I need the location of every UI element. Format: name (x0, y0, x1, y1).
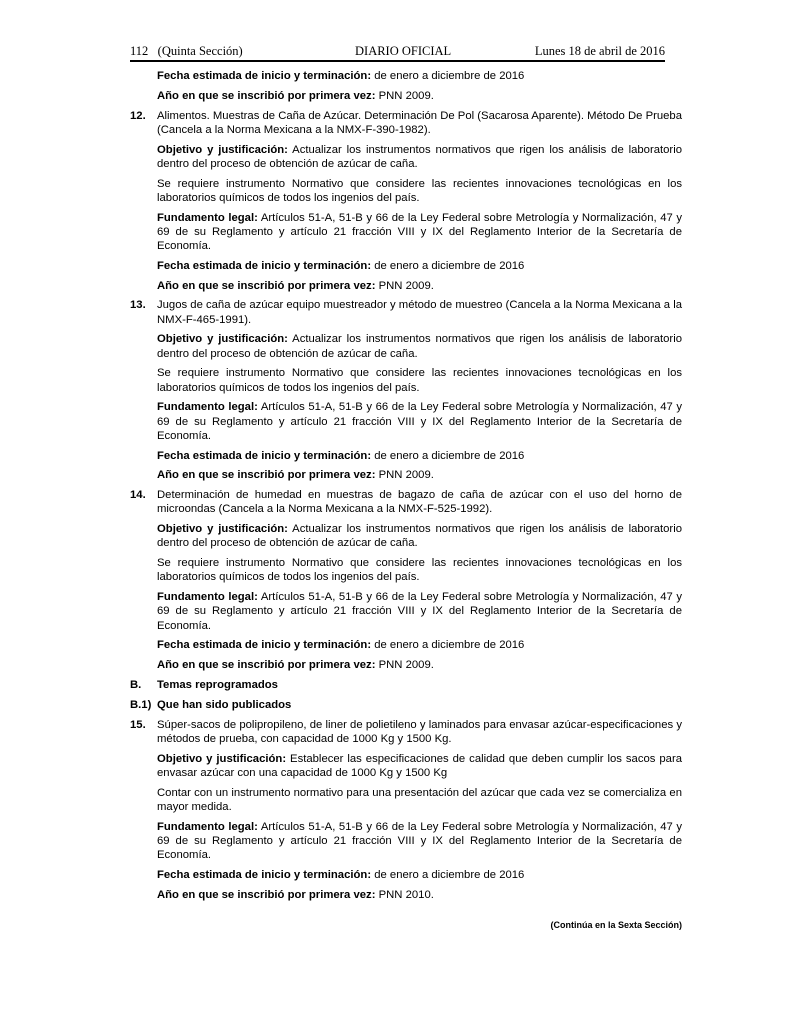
section-heading-b1 (130, 698, 682, 712)
section-heading-b (130, 678, 682, 692)
fundamento-value: Artículos 51-A, 51-B y 66 de la Ley Federal sobre Metrología y Normalización, 47 y 69 de su Reglamento y artículo 21 fracción VIII y IX del Reglamento Interior de la Secretaría de Economía. (157, 211, 682, 252)
objetivo-value: Actualizar los instrumentos normativos que rigen los análisis de laboratorio dentro del proceso de obtención de azúcar de caña. (157, 143, 682, 170)
anio-value: PNN 2009. (375, 469, 434, 482)
section-label: (Quinta Sección) (157, 44, 243, 58)
fundamento-label: Fundamento legal: (157, 820, 258, 833)
anio-label: Año en que se inscribió por primera vez: (157, 279, 376, 292)
anio-line (157, 888, 682, 902)
anio-line (157, 89, 682, 103)
fecha-value: de enero a diciembre de 2016 (371, 70, 525, 82)
objetivo-paragraph (157, 332, 682, 360)
anio-label: Año en que se inscribió por primera vez: (157, 469, 376, 482)
fecha-value: de enero a diciembre de 2016 (371, 639, 525, 652)
anio-line (157, 279, 682, 293)
extra-paragraph: Se requiere instrumento Normativo que considere las recientes innovaciones tecnológicas en los laboratorios químicos de todos los ingenios del país. (157, 177, 682, 204)
fecha-label: Fecha estimada de inicio y terminación: (157, 639, 372, 652)
list-item-15 (130, 718, 682, 746)
objetivo-value: Actualizar los instrumentos normativos que rigen los análisis de laboratorio dentro del proceso de obtención de azúcar de caña. (157, 333, 682, 360)
item-title: Determinación de humedad en muestras de bagazo de caña de azúcar con el uso del horno de microondas (Cancela a la Norma Mexicana a la NMX-F-525-1992). (157, 489, 682, 516)
objetivo-paragraph (157, 752, 682, 780)
section-title: Temas reprogramados (157, 678, 278, 691)
fundamento-label: Fundamento legal: (157, 211, 258, 224)
fecha-line (157, 449, 682, 463)
page-number: 112 (130, 44, 149, 58)
extra-paragraph: Se requiere instrumento Normativo que considere las recientes innovaciones tecnológicas en los laboratorios químicos de todos los ingenios del país. (157, 367, 682, 394)
item-number: 14. (130, 489, 146, 502)
anio-value: PNN 2009. (375, 659, 434, 672)
objetivo-value: Actualizar los instrumentos normativos que rigen los análisis de laboratorio dentro del proceso de obtención de azúcar de caña. (157, 523, 682, 550)
header-page-section (130, 43, 243, 59)
extra-paragraph: Contar con un instrumento normativo para una presentación del azúcar que cada vez se comercializa en mayor medida. (157, 786, 682, 813)
section-number: B.1) (130, 698, 152, 711)
header-date: Lunes 18 de abril de 2016 (534, 44, 665, 58)
header-rule (130, 60, 665, 62)
fecha-label: Fecha estimada de inicio y terminación: (157, 868, 372, 881)
fundamento-label: Fundamento legal: (157, 401, 258, 414)
list-item-14 (130, 488, 682, 516)
fecha-line (157, 638, 682, 652)
document-body (130, 69, 682, 907)
section-number: B. (130, 678, 142, 691)
objetivo-label: Objetivo y justificación: (157, 333, 288, 346)
fundamento-value: Artículos 51-A, 51-B y 66 de la Ley Federal sobre Metrología y Normalización, 47 y 69 de su Reglamento y artículo 21 fracción VIII y IX del Reglamento Interior de la Secretaría de Economía. (157, 591, 682, 632)
item-number: 12. (130, 109, 146, 122)
item-number: 13. (130, 299, 146, 312)
objetivo-value: Establecer las especificaciones de calidad que deben cumplir los sacos para envasar azúcar con una capacidad de 1000 Kg y 1500 Kg (157, 752, 682, 779)
section-title: Que han sido publicados (157, 698, 292, 711)
anio-value: PNN 2010. (375, 888, 434, 901)
fecha-line (157, 259, 682, 273)
fundamento-value: Artículos 51-A, 51-B y 66 de la Ley Federal sobre Metrología y Normalización, 47 y 69 de su Reglamento y artículo 21 fracción VIII y IX del Reglamento Interior de la Secretaría de Economía. (157, 820, 682, 861)
fecha-value: de enero a diciembre de 2016 (371, 449, 525, 462)
journal-title: DIARIO OFICIAL (355, 44, 452, 58)
page-header (130, 43, 665, 59)
item-title: Súper-sacos de polipropileno, de liner de polietileno y laminados para envasar azúcar-especificaciones y métodos de prueba, con capacidad de 1000 Kg y 1500 Kg. (157, 718, 682, 745)
fecha-line (157, 69, 682, 83)
item-title: Jugos de caña de azúcar equipo muestreador y método de muestreo (Cancela a la Norma Mexicana a la NMX-F-465-1991). (157, 299, 682, 326)
fundamento-label: Fundamento legal: (157, 591, 258, 604)
anio-value: PNN 2009. (375, 89, 434, 102)
objetivo-paragraph (157, 143, 682, 171)
fecha-value: de enero a diciembre de 2016 (371, 868, 525, 881)
fundamento-value: Artículos 51-A, 51-B y 66 de la Ley Federal sobre Metrología y Normalización, 47 y 69 de su Reglamento y artículo 21 fracción VIII y IX del Reglamento Interior de la Secretaría de Economía. (157, 401, 682, 442)
anio-label: Año en que se inscribió por primera vez: (157, 888, 376, 901)
extra-paragraph: Se requiere instrumento Normativo que considere las recientes innovaciones tecnológicas en los laboratorios químicos de todos los ingenios del país. (157, 557, 682, 584)
fundamento-paragraph (157, 820, 682, 863)
anio-line (157, 658, 682, 672)
fundamento-paragraph (157, 211, 682, 254)
fecha-label: Fecha estimada de inicio y terminación: (157, 70, 372, 82)
fecha-label: Fecha estimada de inicio y terminación: (157, 449, 372, 462)
fundamento-paragraph (157, 400, 682, 443)
fecha-value: de enero a diciembre de 2016 (371, 259, 525, 272)
item-title: Alimentos. Muestras de Caña de Azúcar. Determinación De Pol (Sacarosa Aparente). Método De Prueba (Cancela a la Norma Mexicana a la NMX-F-390-1982). (157, 109, 682, 136)
anio-line (157, 468, 682, 482)
fecha-label: Fecha estimada de inicio y terminación: (157, 259, 372, 272)
objetivo-label: Objetivo y justificación: (157, 523, 288, 536)
item-number: 15. (130, 718, 146, 731)
objetivo-label: Objetivo y justificación: (157, 143, 288, 156)
continuation-note: (Continúa en la Sexta Sección) (550, 920, 682, 930)
list-item-12 (130, 109, 682, 137)
objetivo-paragraph (157, 522, 682, 550)
fundamento-paragraph (157, 590, 682, 633)
fecha-line (157, 868, 682, 882)
objetivo-label: Objetivo y justificación: (157, 752, 287, 765)
anio-value: PNN 2009. (375, 279, 434, 292)
anio-label: Año en que se inscribió por primera vez: (157, 89, 376, 102)
list-item-13 (130, 298, 682, 326)
anio-label: Año en que se inscribió por primera vez: (157, 659, 376, 672)
